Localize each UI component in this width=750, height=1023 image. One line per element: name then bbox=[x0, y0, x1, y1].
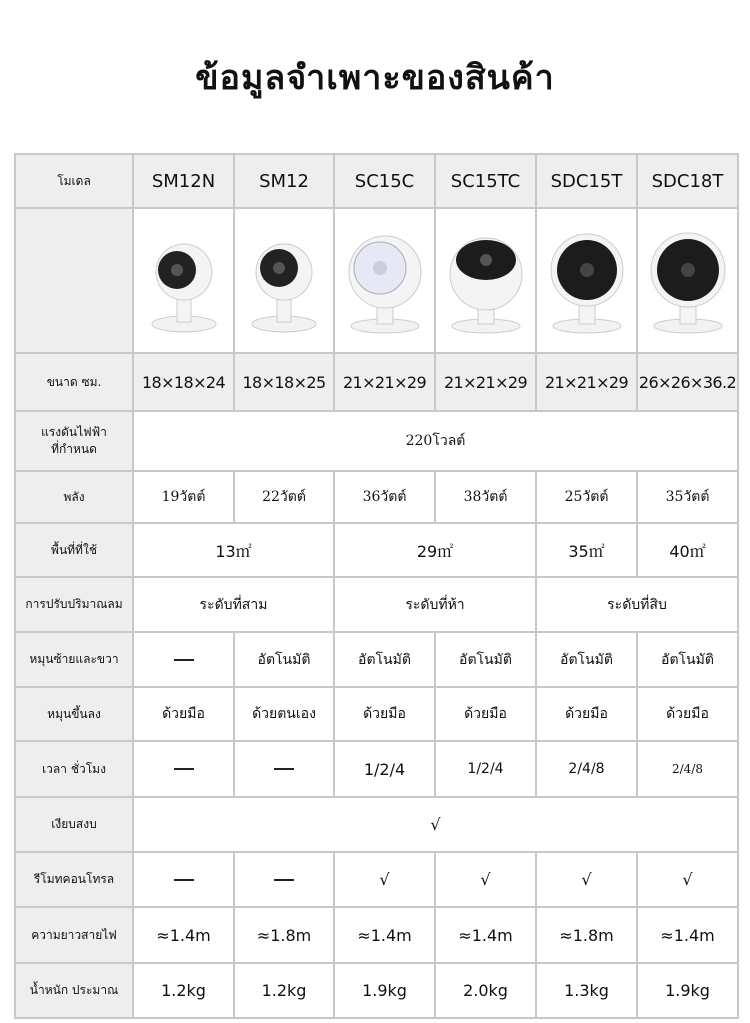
area-row bbox=[15, 523, 738, 577]
weight-value: 1.2kg bbox=[234, 963, 334, 1018]
product-image-sm12 bbox=[234, 208, 334, 353]
image-row bbox=[15, 208, 738, 353]
cord-value: ≈1.8m bbox=[536, 907, 637, 963]
size-value: 21×21×29 bbox=[536, 353, 637, 411]
power-value: 35วัตต์ bbox=[637, 471, 738, 523]
product-image-sdc15t bbox=[536, 208, 637, 353]
row-label-area: พื้นที่ที่ใช้ bbox=[15, 523, 133, 577]
swing-ud-row bbox=[15, 687, 738, 741]
weight-value: 1.9kg bbox=[637, 963, 738, 1018]
weight-row bbox=[15, 963, 738, 1018]
timer-value: 2/4/8 bbox=[536, 741, 637, 797]
airflow-row bbox=[15, 577, 738, 632]
swing-ud-value: ด้วยมือ bbox=[133, 687, 234, 741]
size-value: 26×26×36.2 bbox=[637, 353, 738, 411]
row-label-cord: ความยาวสายไฟ bbox=[15, 907, 133, 963]
area-value: 40㎡ bbox=[637, 523, 738, 577]
product-image-sc15tc bbox=[435, 208, 536, 353]
product-image-sc15c bbox=[334, 208, 435, 353]
airflow-value: ระดับที่สิบ bbox=[536, 577, 738, 632]
size-value: 18×18×25 bbox=[234, 353, 334, 411]
dash-mark bbox=[174, 879, 194, 881]
swing-ud-value: ด้วยมือ bbox=[637, 687, 738, 741]
remote-check-icon: √ bbox=[435, 852, 536, 907]
timer-value: 1/2/4 bbox=[334, 741, 435, 797]
model-name: SC15TC bbox=[435, 154, 536, 208]
remote-value bbox=[133, 852, 234, 907]
fan-small-white-icon bbox=[239, 226, 329, 336]
page-title: ข้อมูลจำเพาะของสินค้า bbox=[195, 58, 555, 98]
timer-value: 1/2/4 bbox=[435, 741, 536, 797]
cord-value: ≈1.4m bbox=[133, 907, 234, 963]
swing-ud-value: ด้วยมือ bbox=[334, 687, 435, 741]
product-image-sm12n bbox=[133, 208, 234, 353]
remote-value bbox=[234, 852, 334, 907]
model-name: SC15C bbox=[334, 154, 435, 208]
row-label-swing-lr: หมุนซ้ายและขวา bbox=[15, 632, 133, 687]
quiet-row bbox=[15, 797, 738, 852]
fan-dark-face-icon bbox=[441, 226, 531, 336]
weight-value: 1.2kg bbox=[133, 963, 234, 1018]
size-value: 18×18×24 bbox=[133, 353, 234, 411]
area-value: 29㎡ bbox=[334, 523, 536, 577]
timer-row bbox=[15, 741, 738, 797]
remote-row bbox=[15, 852, 738, 907]
swing-lr-value: อัตโนมัติ bbox=[536, 632, 637, 687]
product-image-sdc18t bbox=[637, 208, 738, 353]
voltage-value: 220โวลต์ bbox=[133, 411, 738, 471]
row-label-airflow: การปรับปริมาณลม bbox=[15, 577, 133, 632]
row-label-timer: เวลา ชั่วโมง bbox=[15, 741, 133, 797]
cord-value: ≈1.4m bbox=[435, 907, 536, 963]
power-value: 22วัตต์ bbox=[234, 471, 334, 523]
size-row bbox=[15, 353, 738, 411]
swing-lr-value: อัตโนมัติ bbox=[637, 632, 738, 687]
fan-small-white-icon bbox=[139, 226, 229, 336]
weight-value: 1.9kg bbox=[334, 963, 435, 1018]
airflow-value: ระดับที่ห้า bbox=[334, 577, 536, 632]
row-label-voltage bbox=[15, 411, 133, 471]
model-row bbox=[15, 154, 738, 208]
swing-lr-value: อัตโนมัติ bbox=[435, 632, 536, 687]
size-value: 21×21×29 bbox=[435, 353, 536, 411]
model-name: SM12N bbox=[133, 154, 234, 208]
fan-clear-blade-icon bbox=[340, 226, 430, 336]
spec-table bbox=[14, 153, 739, 1019]
dash-mark bbox=[274, 879, 294, 881]
model-name: SDC15T bbox=[536, 154, 637, 208]
area-value: 35㎡ bbox=[536, 523, 637, 577]
swing-lr-value: อัตโนมัติ bbox=[334, 632, 435, 687]
row-label-swing-ud: หมุนขึ้นลง bbox=[15, 687, 133, 741]
cord-value: ≈1.4m bbox=[637, 907, 738, 963]
fan-dark-face-icon bbox=[542, 226, 632, 336]
swing-lr-row bbox=[15, 632, 738, 687]
power-value: 19วัตต์ bbox=[133, 471, 234, 523]
power-value: 36วัตต์ bbox=[334, 471, 435, 523]
row-label-image bbox=[15, 208, 133, 353]
row-label-quiet: เงียบสงบ bbox=[15, 797, 133, 852]
row-label-voltage-line1: แรงดันไฟฟ้า bbox=[41, 425, 107, 439]
row-label-size: ขนาด ซม. bbox=[15, 353, 133, 411]
dash-mark bbox=[174, 768, 194, 770]
row-label-weight: น้ำหนัก ประมาณ bbox=[15, 963, 133, 1018]
cord-row bbox=[15, 907, 738, 963]
size-value: 21×21×29 bbox=[334, 353, 435, 411]
swing-lr-value bbox=[133, 632, 234, 687]
swing-ud-value: ด้วยตนเอง bbox=[234, 687, 334, 741]
row-label-remote: รีโมทคอนโทรล bbox=[15, 852, 133, 907]
model-name: SM12 bbox=[234, 154, 334, 208]
swing-ud-value: ด้วยมือ bbox=[435, 687, 536, 741]
row-label-voltage-line2: ที่กำหนด bbox=[51, 442, 97, 456]
weight-value: 1.3kg bbox=[536, 963, 637, 1018]
remote-check-icon: √ bbox=[536, 852, 637, 907]
quiet-check-icon: √ bbox=[133, 797, 738, 852]
power-value: 38วัตต์ bbox=[435, 471, 536, 523]
row-label-model: โมเดล bbox=[15, 154, 133, 208]
weight-value: 2.0kg bbox=[435, 963, 536, 1018]
dash-mark bbox=[174, 659, 194, 661]
remote-check-icon: √ bbox=[334, 852, 435, 907]
model-name: SDC18T bbox=[637, 154, 738, 208]
cord-value: ≈1.4m bbox=[334, 907, 435, 963]
power-value: 25วัตต์ bbox=[536, 471, 637, 523]
power-row bbox=[15, 471, 738, 523]
voltage-row bbox=[15, 411, 738, 471]
airflow-value: ระดับที่สาม bbox=[133, 577, 334, 632]
fan-dark-face-icon bbox=[643, 226, 733, 336]
dash-mark bbox=[274, 768, 294, 770]
swing-ud-value: ด้วยมือ bbox=[536, 687, 637, 741]
remote-check-icon: √ bbox=[637, 852, 738, 907]
swing-lr-value: อัตโนมัติ bbox=[234, 632, 334, 687]
row-label-power: พลัง bbox=[15, 471, 133, 523]
timer-value bbox=[234, 741, 334, 797]
area-value: 13㎡ bbox=[133, 523, 334, 577]
timer-value bbox=[133, 741, 234, 797]
cord-value: ≈1.8m bbox=[234, 907, 334, 963]
timer-value: 2/4/8 bbox=[637, 741, 738, 797]
